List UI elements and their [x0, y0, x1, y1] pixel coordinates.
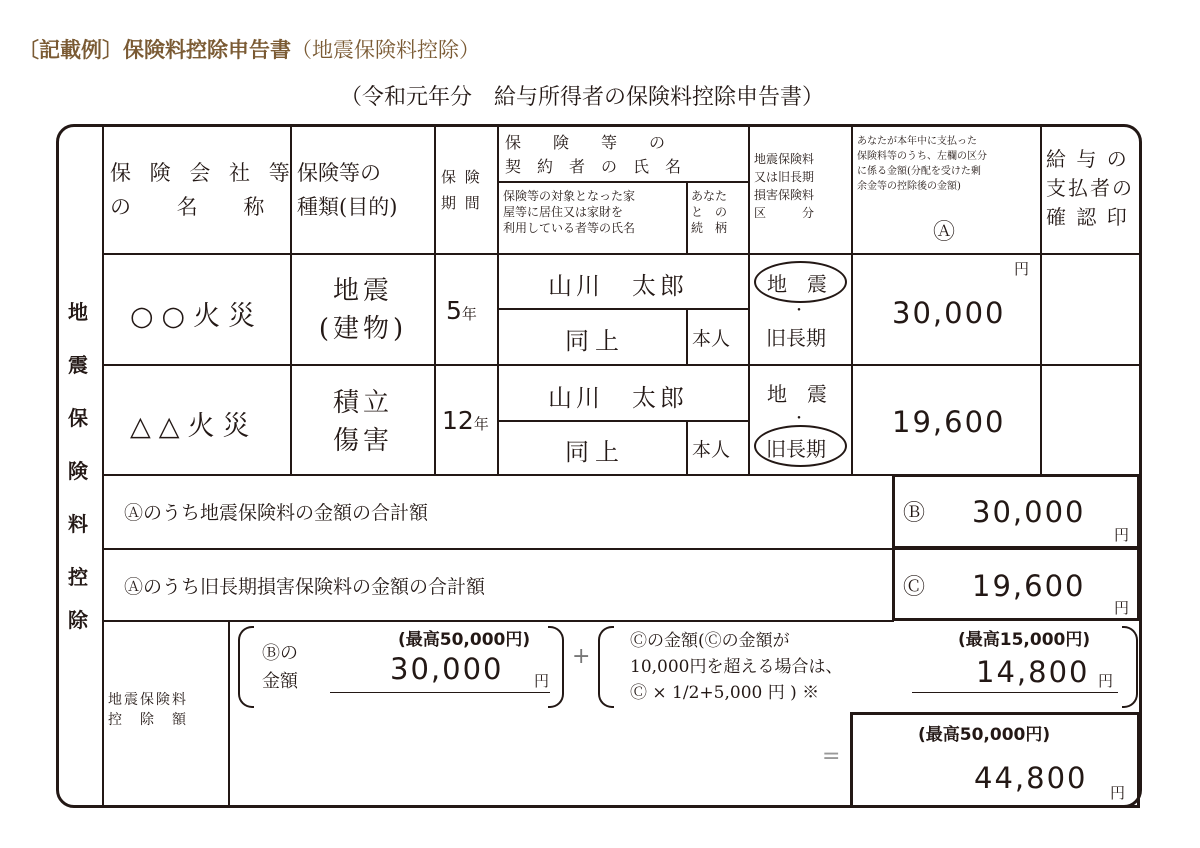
b-bracket-left	[238, 626, 254, 708]
row-divider-r1	[498, 308, 749, 310]
header-type: 保険等の 種類(目的)	[297, 161, 398, 219]
col-divider-insured-1	[686, 309, 688, 365]
row1-insured: 同上	[565, 327, 625, 355]
col-divider-type	[434, 127, 436, 475]
total-yen: 円	[1110, 784, 1126, 802]
total-c-yen: 円	[1114, 599, 1130, 617]
row2-category-bottom: 旧長期	[766, 437, 826, 461]
row1-amount: 30,000	[892, 296, 1006, 330]
row2-contractor: 山川 太郎	[548, 384, 688, 412]
row-divider-4	[102, 620, 894, 622]
header-contractor: 保 険 等 の 契 約 者 の 氏 名	[505, 133, 682, 176]
row2-company: △△火災	[130, 411, 258, 442]
total-b-mark: Ⓑ	[903, 501, 926, 526]
col-divider-period	[497, 127, 499, 475]
b-yen: 円	[534, 672, 550, 690]
header-insured: 保険等の対象となった家 屋等に居住又は家財を 利用している者等の氏名	[503, 189, 636, 235]
row2-insured: 同上	[565, 438, 625, 466]
plus-sign: +	[572, 644, 591, 669]
deduction-label-divider	[228, 620, 230, 807]
total-value: 44,800	[974, 761, 1088, 795]
row2-amount: 19,600	[892, 405, 1006, 439]
c-max: (最高15,000円)	[958, 630, 1091, 650]
side-char-3: 保	[68, 406, 88, 430]
heading-prefix: 〔記載例〕保険料控除申告書	[18, 38, 291, 62]
b-label: Ⓑの 金額	[262, 643, 298, 692]
c-value: 14,800	[976, 655, 1090, 689]
header-period: 保 険 期 間	[441, 168, 482, 212]
side-char-1: 地	[68, 300, 88, 324]
row-divider-hd	[498, 181, 749, 183]
row-divider-3	[102, 548, 894, 550]
row2-category-dot: ・	[792, 411, 806, 427]
total-max: (最高50,000円)	[918, 725, 1051, 745]
heading-suffix: （地震保険料控除）	[291, 38, 480, 62]
row-divider-2	[102, 474, 894, 476]
side-char-6: 控	[68, 565, 88, 589]
row1-company: ○○火災	[130, 301, 264, 332]
row1-type: 地震 (建物)	[318, 276, 408, 344]
side-divider	[102, 127, 104, 807]
row-divider-1	[102, 364, 1142, 366]
side-char-7: 除	[68, 608, 88, 632]
row1-category-top: 地 震	[767, 272, 827, 296]
b-max: (最高50,000円)	[398, 630, 531, 650]
total-c-value: 19,600	[972, 569, 1086, 603]
c-yen: 円	[1098, 672, 1114, 690]
header-category: 地震保険料 又は旧長期 損害保険料 区 分	[754, 152, 815, 220]
row1-period: 5年	[446, 296, 477, 325]
b-value: 30,000	[390, 652, 504, 686]
row1-category-dot: ・	[792, 303, 806, 319]
total-b-yen: 円	[1114, 526, 1130, 544]
total-c-mark: Ⓒ	[903, 575, 926, 600]
page-heading	[18, 34, 480, 64]
col-divider-category	[851, 127, 853, 475]
b-underline	[330, 692, 550, 693]
header-amount: あなたが本年中に支払った 保険料等のうち、左欄の区分 に係る金額(分配を受けた剰 余金等の控除後の金額)	[857, 136, 987, 192]
b-bracket-right	[548, 626, 564, 708]
header-amount-mark: Ⓐ	[933, 220, 956, 245]
header-relation: あなた と の 続 柄	[691, 189, 728, 235]
row2-category-top: 地 震	[767, 382, 827, 406]
row2-period: 12年	[442, 406, 489, 435]
deduction-label: 地震保険料 控 除 額	[108, 692, 188, 728]
row-divider-header	[102, 253, 1142, 255]
total-b-label: Ⓐのうち地震保険料の金額の合計額	[124, 502, 429, 524]
side-char-4: 険	[68, 459, 88, 483]
c-text: Ⓒの金額(Ⓒの金額が 10,000円を超える場合は、 Ⓒ × 1/2+5,000 円 ) ※	[630, 631, 843, 703]
c-bracket-left	[598, 626, 614, 708]
row-divider-r2	[498, 420, 749, 422]
row1-relation: 本人	[692, 328, 731, 350]
equals-sign: =	[822, 744, 841, 769]
row1-contractor: 山川 太郎	[548, 272, 688, 300]
total-b-value: 30,000	[972, 495, 1086, 529]
side-char-5: 料	[68, 512, 88, 536]
row1-yen: 円	[1014, 260, 1030, 278]
col-divider-insured-2	[686, 421, 688, 475]
col-divider-contractor	[748, 127, 750, 475]
header-company: 保 険 会 社 等 の 名 称	[110, 161, 296, 219]
c-underline	[912, 692, 1118, 693]
col-divider-insured-hd	[686, 183, 688, 253]
form-subtitle: （令和元年分 給与所得者の保険料控除申告書）	[340, 85, 825, 110]
c-bracket-right	[1122, 626, 1138, 708]
header-payer: 給 与 の 支払者の 確 認 印	[1046, 147, 1134, 229]
row1-category-bottom: 旧長期	[766, 326, 826, 350]
row2-relation: 本人	[692, 439, 731, 461]
col-divider-amount	[1040, 127, 1042, 475]
total-c-label: Ⓐのうち旧長期損害保険料の金額の合計額	[124, 576, 486, 598]
side-char-2: 震	[68, 353, 88, 377]
row2-type: 積立 傷害	[332, 388, 393, 456]
